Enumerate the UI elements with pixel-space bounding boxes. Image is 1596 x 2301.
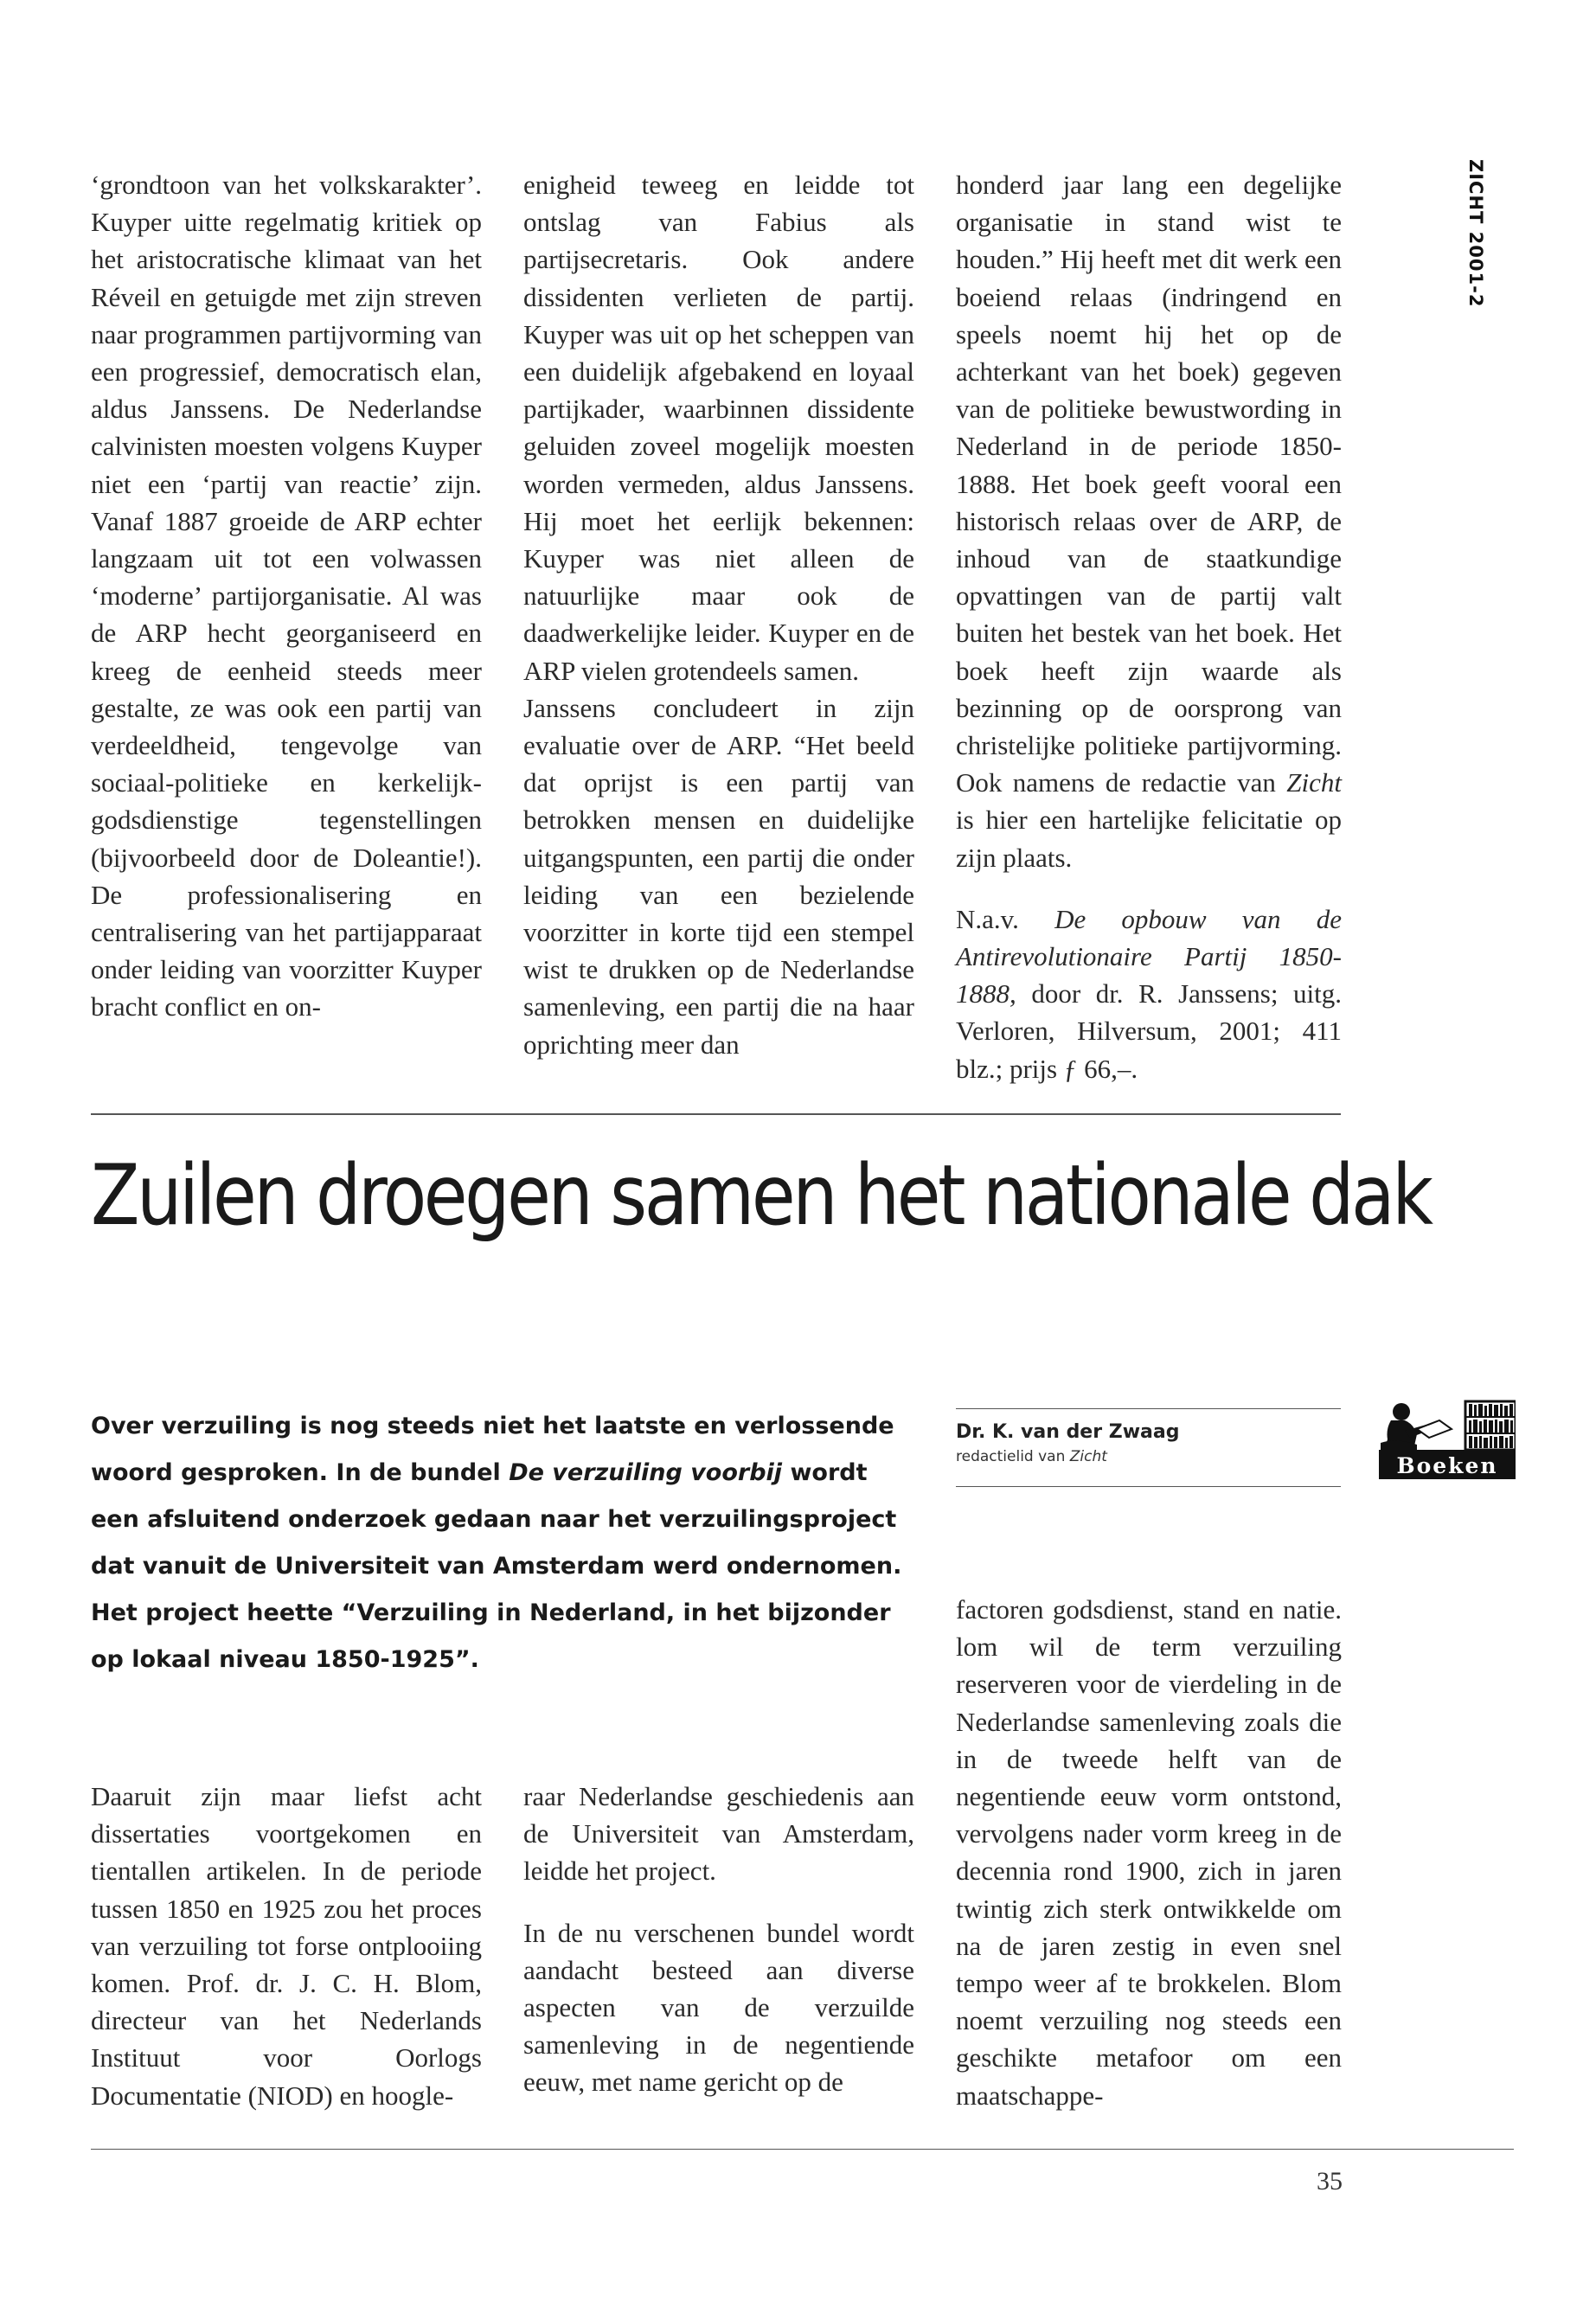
headline-top-rule [91,1113,1341,1115]
top-column-1-text: ‘grondtoon van het volkskarakter’. Kuyper uitte regelmatig kritiek op het aristocratische klimaat van het Réveil en getuigde met zijn streven naar programmen partijvorming van een progressief, democratisch elan, aldus Janssens. De Nederlandse calvinisten moesten volgens Kuyper niet een ‘partij van reactie’ zijn. Vanaf 1887 groeide de ARP echter langzaam uit tot een volwassen ‘moderne’ partijorganisatie. Al was de ARP hecht georganiseerd en kreeg de eenheid steeds meer gestalte, ze was ook een partij van verdeeldheid, tengevolge van sociaal-politieke en kerkelijk-godsdienstige tegenstellingen (bijvoorbeeld door de Doleantie!). De professionalisering en centralisering van het partijapparaat onder leiding van voorzitter Kuyper bracht conflict en on- [91,170,482,1022]
top-column-2-paragraph-2: Janssens concludeert in zijn evaluatie over de ARP. “Het beeld dat oprijst is een partij van betrokken mensen en duidelijke uitgangspunten, een partij die onder leiding van een bezielende voorzitter in korte tijd een stempel wist te drukken op de Nederlandse samenleving, een partij die na haar oprichting meer dan [523,692,914,1060]
author-name: Dr. K. van der Zwaag [956,1421,1180,1443]
bottom-column-1 [91,1778,482,2114]
author-role-italic: Zicht [1069,1448,1107,1465]
top-column-1 [91,166,482,1026]
author-top-rule [956,1408,1341,1409]
author-bottom-rule [956,1486,1341,1487]
bottom-column-2 [523,1778,914,2101]
book-title: De opbouw van de Antirevolutionaire Partij 1850-1888, [956,903,1343,1009]
running-head: ZICHT 2001-2 [1465,159,1486,308]
top-column-3 [956,166,1342,1087]
top-column-2 [523,166,914,1063]
footer-rule [91,2149,1514,2150]
book-reference-prefix: N.a.v. [956,903,1019,934]
article-headline: Zuilen droegen samen het nationale dak [91,1147,1431,1244]
boeken-logo-label: Boeken [1396,1453,1498,1478]
lead-text-2: wordt een afsluitend onderzoek gedaan naar het verzuilingsproject dat vanuit de Universiteit van Amsterdam werd ondernomen. [91,1459,902,1580]
top-column-2-paragraph-1: enigheid teweeg en leidde tot ontslag van Fabius als partijsecretaris. Ook andere dissidenten verlieten de partij. Kuyper was uit op het scheppen van een duidelijk afgebakend en loyaal partijkader, waarbinnen dissidente geluiden zoveel mogelijk moesten worden vermeden, aldus Janssens. Hij moet het eerlijk bekennen: Kuyper was niet alleen de natuurlijke maar ook de daadwerkelijke leider. Kuyper en de ARP vielen grotendeels samen. [523,170,914,686]
reader-with-books-icon [1379,1400,1516,1479]
top-column-3-paragraph-1 [956,166,1342,876]
author-box [956,1408,1336,1466]
top-column-3-italic-zicht: Zicht [1286,767,1343,798]
book-reference-details: door dr. R. Janssens; uitg. Verloren, Hilversum, 2001; 411 blz.; prijs ƒ 66,–. [956,978,1343,1084]
bottom-column-3 [956,1591,1342,2114]
top-column-3-text-a: honderd jaar lang een degelijke organisatie in stand wist te houden.” Hij heeft met dit werk een boeiend relaas (indringend en speels noemt hij het op de achterkant van het boek) gegeven van de politieke bewustwording in Nederland in de periode 1850-1888. Het boek geeft vooral een historisch relaas over de ARP, de inhoud van de staatkundige opvattingen van de partij valt buiten het bestek van het boek. Het boek heeft zijn waarde als bezinning op de oorsprong van christelijke politieke partijvorming. Ook namens de redactie van [956,170,1342,798]
lead-text-1: Over verzuiling is nog steeds niet het laatste en verlossende woord gesproken. In de bundel [91,1413,894,1486]
bottom-column-3-text: factoren godsdienst, stand en natie. lom wil de term verzuiling reserveren voor de vierdeling in de Nederlandse samenleving zoals die in de tweede helft van de negentiende eeuw vorm ontstond, vervolgens nader vorm kreeg in de decennia rond 1900, zich in jaren twintig zich sterk ontwikkelde om na de jaren zestig in even snel tempo weer af te brokkelen. Blom noemt verzuiling nog steeds een geschikte metafoor om een maatschappe- [956,1594,1342,2111]
bottom-column-1-text: Daaruit zijn maar liefst acht dissertaties voortgekomen en tientallen artikelen. In de periode tussen 1850 en 1925 zou het proces van verzuiling tot forse ontplooiing komen. Prof. dr. J. C. H. Blom, directeur van het Nederlands Instituut voor Oorlogs Documentatie (NIOD) en hoogle- [91,1781,482,2111]
lead-text-3: Het project heette “Verzuiling in Nederland, in het bijzonder op lokaal niveau 1850-1925”. [91,1599,891,1673]
article-lead [91,1403,921,1683]
bottom-column-2-paragraph-1: raar Nederlandse geschiedenis aan de Universiteit van Amsterdam, leidde het project. [523,1781,914,1887]
lead-italic-title: De verzuiling voorbij [509,1459,783,1486]
author-role-prefix: redactielid van [956,1448,1066,1465]
top-column-3-text-b: is hier een hartelijke felicitatie op zijn plaats. [956,804,1342,873]
boeken-logo [1379,1400,1516,1479]
author-role [956,1448,1336,1465]
top-column-3-paragraph-2 [956,901,1342,1087]
bottom-column-2-paragraph-2: In de nu verschenen bundel wordt aandacht besteed aan diverse aspecten van de verzuilde samenleving in de negentiende eeuw, met name gericht op de [523,1917,914,2098]
page-number: 35 [1317,2167,1343,2195]
